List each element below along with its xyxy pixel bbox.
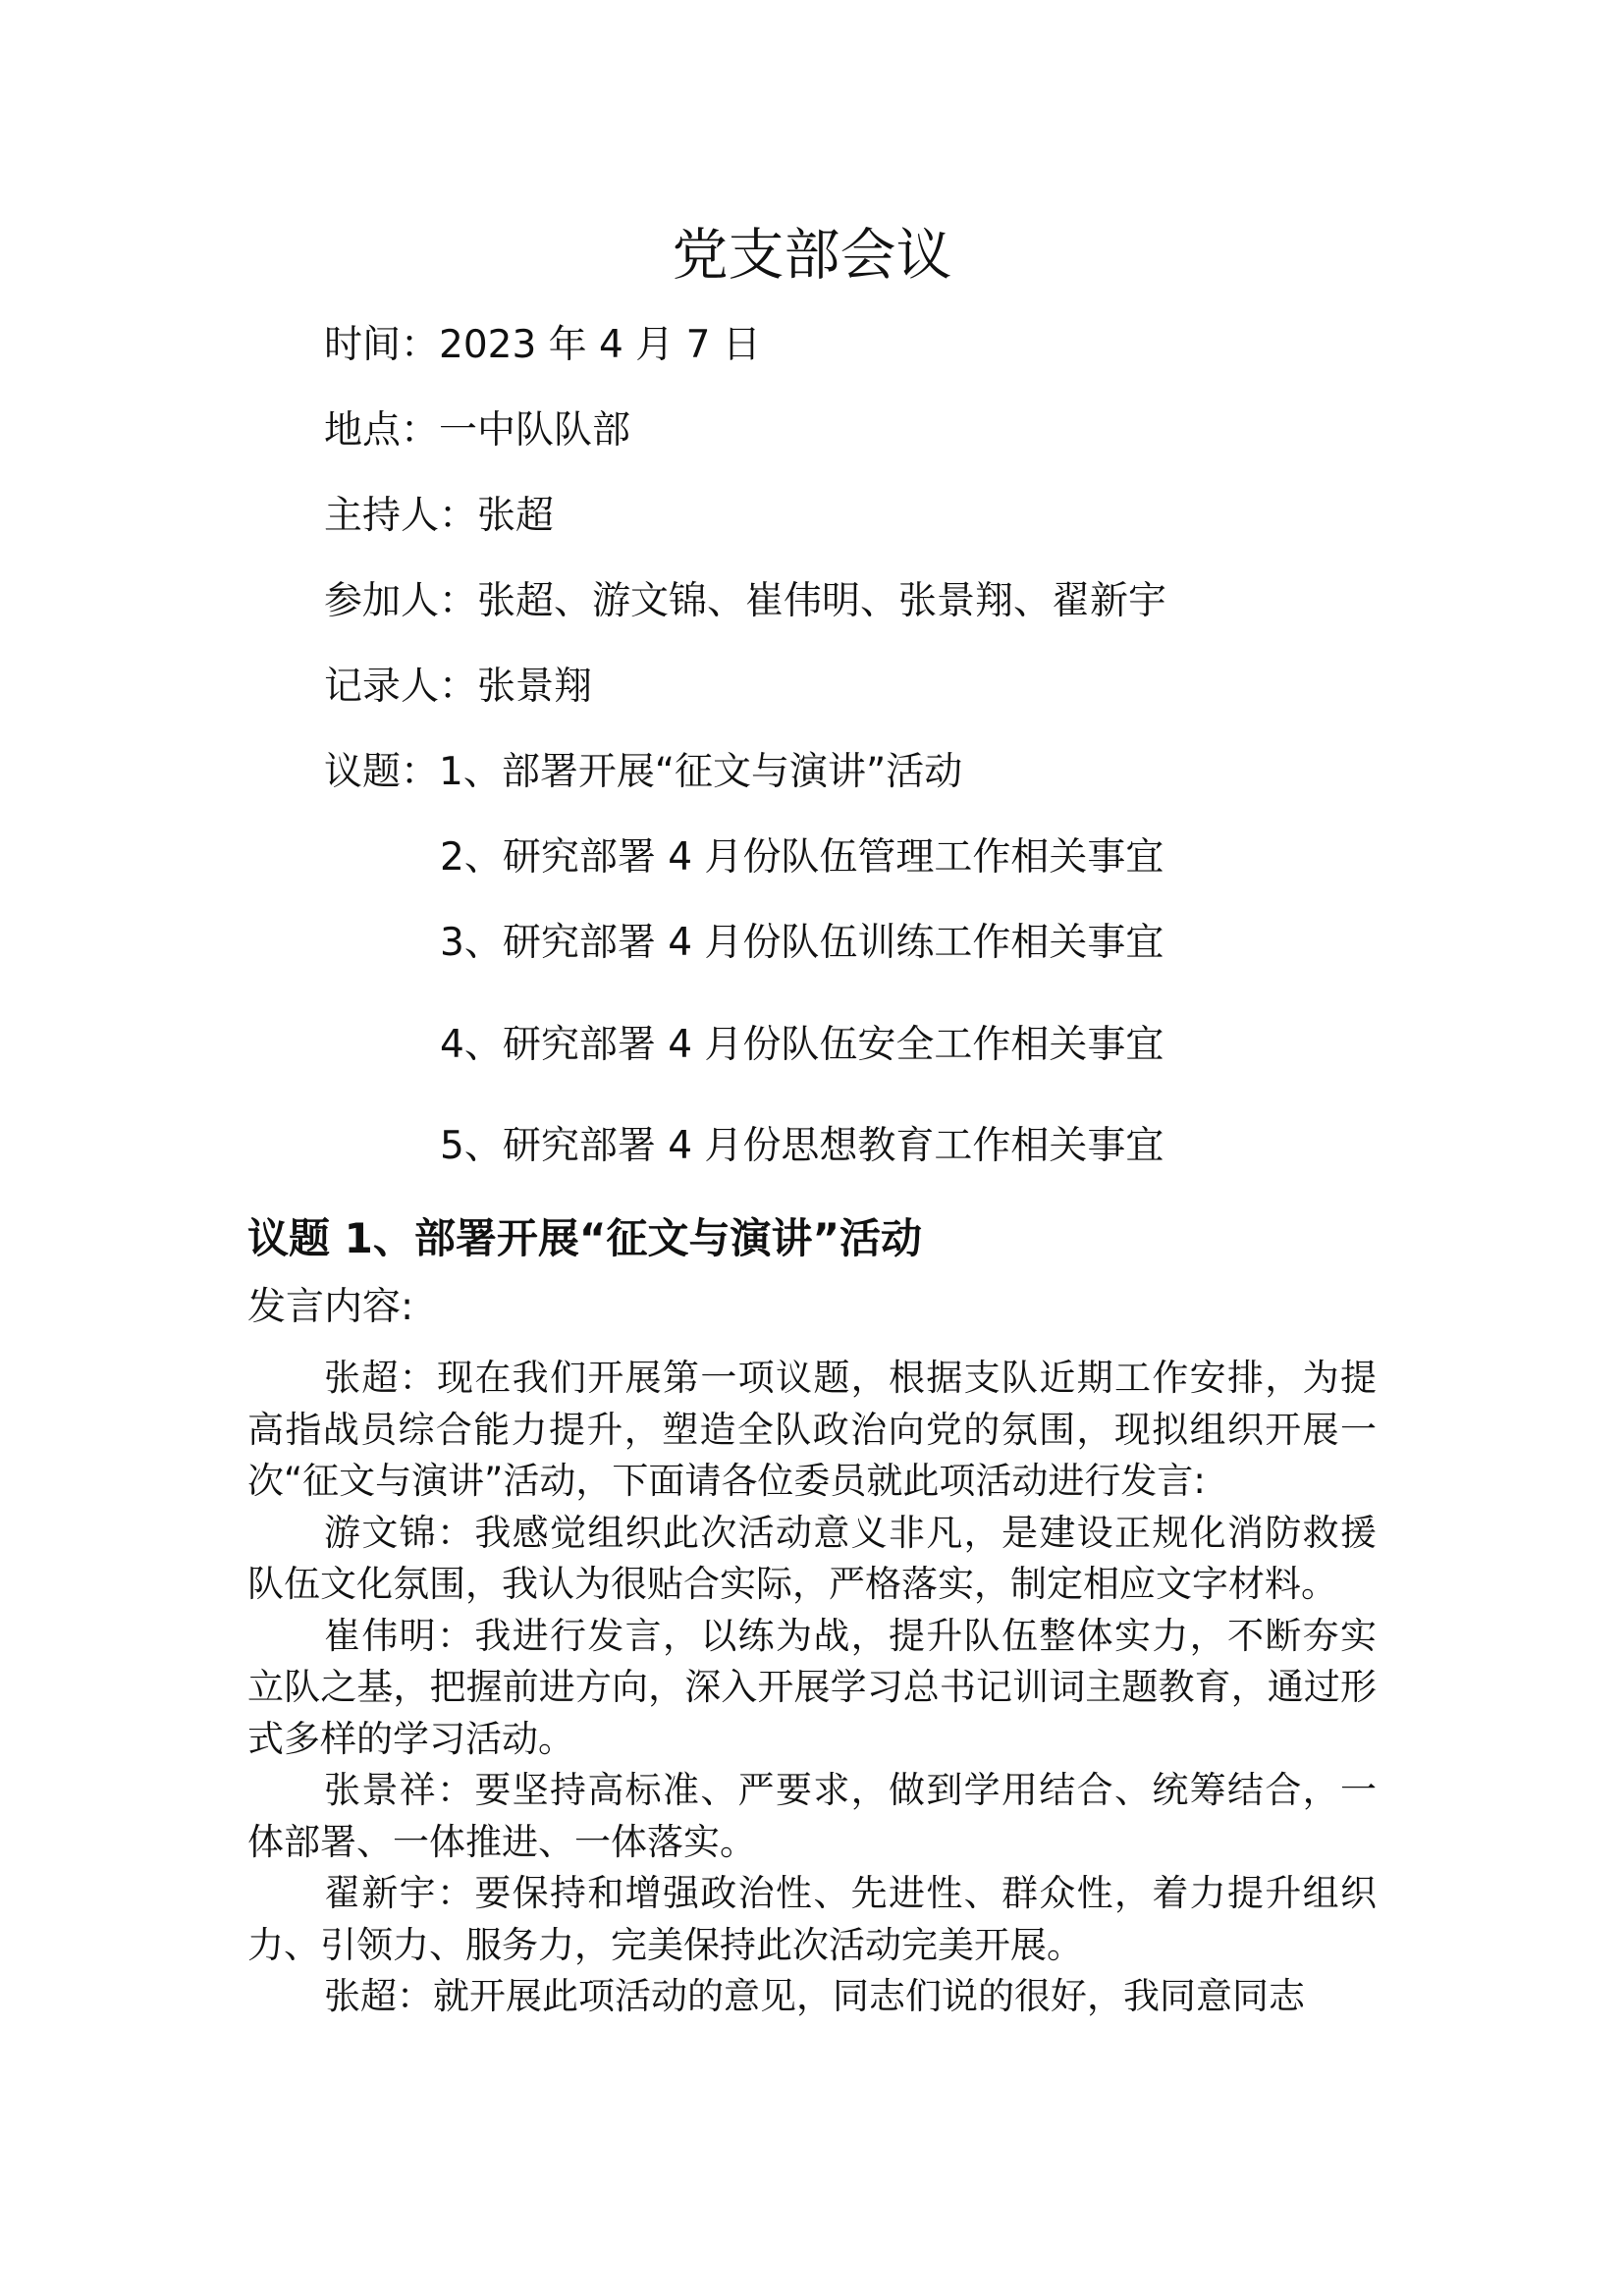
meeting-location: 地点：一中队队部	[324, 408, 631, 453]
content-label: 发言内容:	[247, 1285, 414, 1329]
topic-item-1: 议题：1、部署开展“征文与演讲”活动	[324, 750, 963, 794]
document-title: 党支部会议	[672, 223, 952, 288]
section-heading: 议题 1、部署开展“征文与演讲”活动	[247, 1214, 923, 1262]
speech-paragraph: 张超：就开展此项活动的意见，同志们说的很好，我同意同志	[324, 1975, 1305, 2017]
speech-paragraph: 游文锦：我感觉组织此次活动意义非凡，是建设正规化消防救援队伍文化氛围，我认为很贴合实际，严格落实，制定相应文字材料。	[247, 1511, 1377, 1605]
meeting-recorder: 记录人：张景翔	[324, 665, 593, 709]
topic-item-2: 2、研究部署 4 月份队伍管理工作相关事宜	[440, 835, 1164, 880]
speech-paragraph: 张超：现在我们开展第一项议题，根据支队近期工作安排，为提高指战员综合能力提升，塑造全队政治向党的氛围，现拟组织开展一次“征文与演讲”活动，下面请各位委员就此项活动进行发言:	[247, 1357, 1377, 1502]
speech-paragraph: 张景祥：要坚持高标准、严要求，做到学用结合、统筹结合，一体部署、一体推进、一体落实。	[247, 1769, 1377, 1863]
topic-item-3: 3、研究部署 4 月份队伍训练工作相关事宜	[440, 921, 1164, 965]
speech-list	[247, 1353, 1377, 2023]
meeting-attendees: 参加人：张超、游文锦、崔伟明、张景翔、翟新宇	[324, 579, 1167, 623]
speech-paragraph: 崔伟明：我进行发言，以练为战，提升队伍整体实力，不断夯实立队之基，把握前进方向，深入开展学习总书记训词主题教育，通过形式多样的学习活动。	[247, 1614, 1377, 1760]
speech-paragraph: 翟新宇：要保持和增强政治性、先进性、群众性，着力提升组织力、引领力、服务力，完美保持此次活动完美开展。	[247, 1872, 1377, 1966]
topic-item-4: 4、研究部署 4 月份队伍安全工作相关事宜	[440, 1023, 1164, 1067]
meeting-time: 时间：2023 年 4 月 7 日	[324, 323, 761, 367]
topic-item-5: 5、研究部署 4 月份思想教育工作相关事宜	[440, 1124, 1164, 1168]
meeting-host: 主持人：张超	[324, 494, 555, 538]
